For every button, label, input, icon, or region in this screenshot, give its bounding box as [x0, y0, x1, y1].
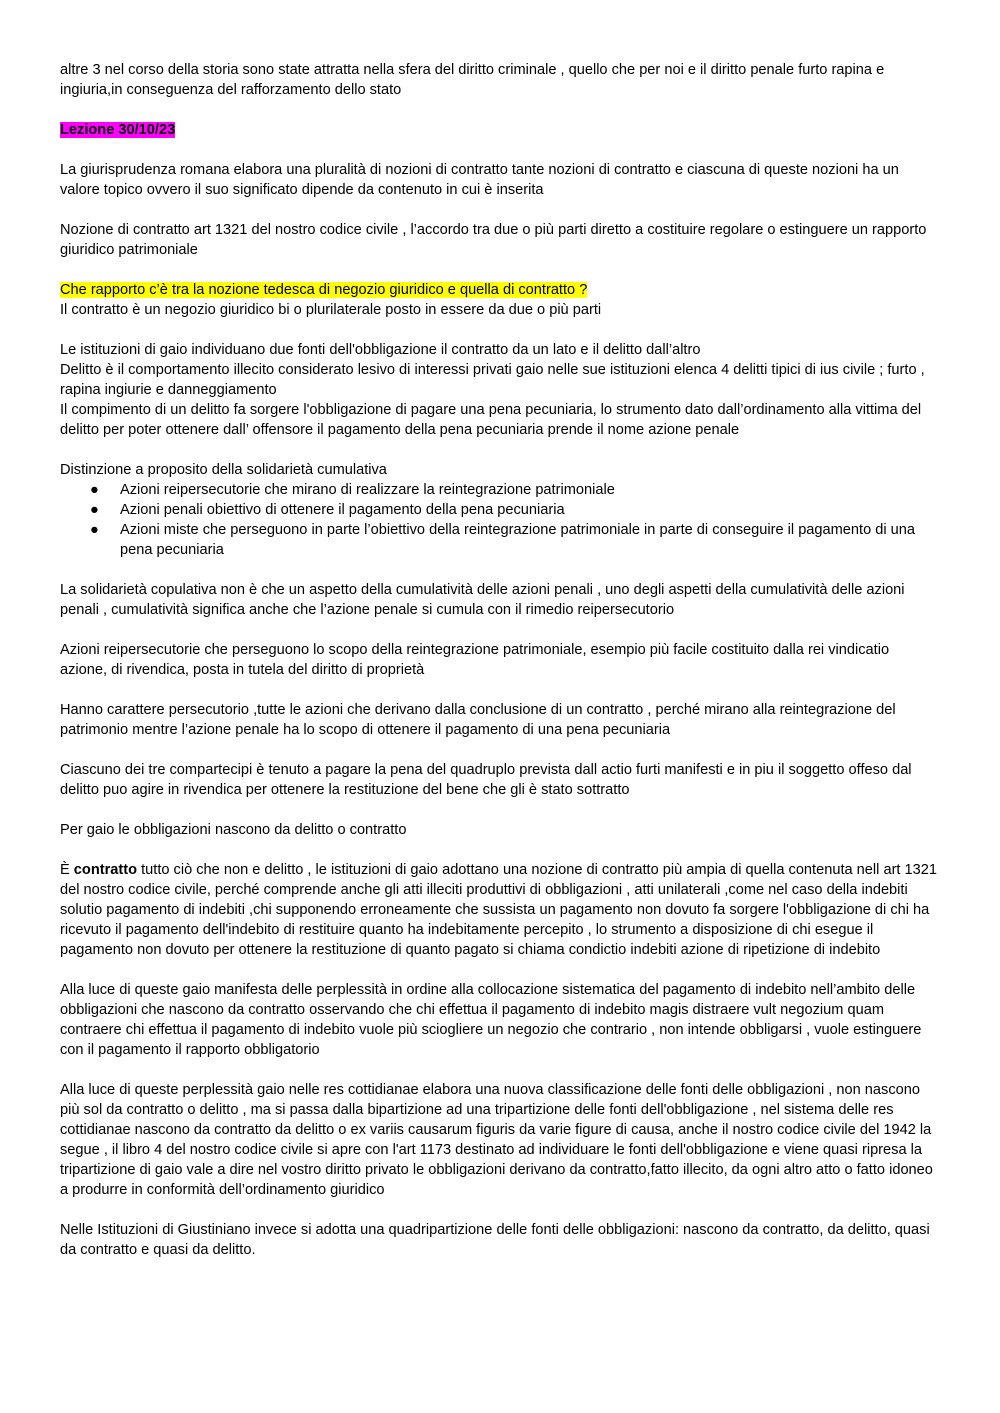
lesson-date-highlight: Lezione 30/10/23 — [60, 122, 176, 138]
lesson-heading — [60, 120, 940, 140]
bullet-list-azioni — [60, 480, 940, 560]
paragraph-giurisprudenza: La giurisprudenza romana elabora una pluralità di nozioni di contratto tante nozioni di contratto e ciascuna di queste nozioni ha un valore topico ovvero il suo significato dipende da contenuto in cui è inserita — [60, 162, 899, 198]
answer-negozio: Il contratto è un negozio giuridico bi o plurilaterale posto in essere da due o più parti — [60, 302, 602, 318]
paragraph-giustiniano: Nelle Istituzioni di Giustiniano invece si adotta una quadripartizione delle fonti delle obbligazioni: nascono da contratto, da delitto, quasi da contratto e quasi da delitto. — [60, 1222, 930, 1258]
paragraph-distinzione: Distinzione a proposito della solidarietà cumulativa — [60, 462, 387, 478]
bullet-icon: ● — [90, 522, 99, 538]
istituzioni-line-fonti: Le istituzioni di gaio individuano due fonti dell'obbligazione il contratto da un lato e il delitto dall’altro — [60, 342, 701, 358]
list-item — [90, 500, 940, 520]
paragraph-contratto — [60, 860, 940, 960]
list-item-text: Azioni reipersecutorie che mirano di realizzare la reintegrazione patrimoniale — [120, 482, 615, 498]
paragraph-alla-luce-perplessita: Alla luce di queste gaio manifesta delle perplessità in ordine alla collocazione sistematica del pagamento di indebito nell’ambito delle obbligazioni che nascono da contratto osservando che chi effettua il pagamento di indebito magis distraere vult negozium quam contraere chi effettua il pagamento di indebito vuole più sciogliere un negozio che contrario , non intende obbligarsi , vuole estinguere con il pagamento il rapporto obbligatorio — [60, 982, 922, 1058]
istituzioni-line-delitto: Delitto è il comportamento illecito considerato lesivo di interessi privati gaio nelle sue istituzioni elenca 4 delitti tipici di ius civile ; furto , rapina ingiurie e danneggiamento — [60, 362, 925, 398]
paragraph-res-cottidianae: Alla luce di queste perplessità gaio nelle res cottidianae elabora una nuova classificazione delle fonti delle obbligazioni , non nascono più sol da contratto o delitto , ma si passa dalla bipartizione ad una tripartizione delle fonti dell'obbligazione , nel sistema delle res cottidianae nascono da contratto da delitto o ex variis causarum figuris da varie figure di causa, anche il nostro codice civile del 1942 la segue , il libro 4 del nostro codice civile si apre con l'art 1173 destinato ad individuare le fonti dell'obbligazione e viene quasi ripresa la tripartizione di gaio vale a dire nel vostro diritto privato le obbligazioni derivano da contratto,fatto illecito, da ogni altro atto o fatto idoneo a produrre in conformità dell’ordinamento giuridico — [60, 1082, 933, 1198]
paragraph-reipersecutorie: Azioni reipersecutorie che perseguono lo scopo della reintegrazione patrimoniale, esempio più facile costituito dalla rei vindicatio azione, di rivendica, posta in tutela del diritto di proprietà — [60, 642, 890, 678]
bullet-icon: ● — [90, 482, 99, 498]
contratto-rest: tutto ciò che non e delitto , le istituzioni di gaio adottano una nozione di contratto più ampia di quella contenuta nell art 1321 del nostro codice civile, perché comprende anche gli atti illeciti produttivi di obbligazioni , atti unilaterali ,come nel caso della indebiti solutio pagamento di indebiti ,chi supponendo erroneamente che sussista un pagamento non dovuto fa sorgere l'obbligazione di chi ha ricevuto il pagamento dell'indebito di restituire quanto ha indebitamente percepito , lo strumento a disposizione di chi esegue il pagamento non dovuto per ottenere la restituzione di quanto pagato si chiama condictio indebiti azione di ripetizione di indebito — [60, 862, 938, 958]
question-block — [60, 280, 940, 320]
contratto-prefix: È — [60, 862, 74, 878]
contratto-bold-term: contratto — [73, 862, 138, 878]
list-item — [90, 520, 940, 560]
paragraph-istituzioni — [60, 340, 940, 440]
question-highlight: Che rapporto c’è tra la nozione tedesca di negozio giuridico e quella di contratto ? — [60, 282, 588, 298]
paragraph-per-gaio: Per gaio le obbligazioni nascono da delitto o contratto — [60, 822, 407, 838]
paragraph-intro: altre 3 nel corso della storia sono state attratta nella sfera del diritto criminale , quello che per noi e il diritto penale furto rapina e ingiuria,in conseguenza del rafforzamento dello stato — [60, 62, 885, 98]
paragraph-compartecipi: Ciascuno dei tre compartecipi è tenuto a pagare la pena del quadruplo prevista dall actio furti manifesti e in piu il soggetto offeso dal delitto puo agire in rivendica per ottenere la restituzione del bene che gli è stato sottratto — [60, 762, 912, 798]
paragraph-carattere-persecutorio: Hanno carattere persecutorio ,tutte le azioni che derivano dalla conclusione di un contratto , perché mirano alla reintegrazione del patrimonio mentre l’azione penale ha lo scopo di ottenere il pagamento di una pena pecuniaria — [60, 702, 896, 738]
istituzioni-line-pena: Il compimento di un delitto fa sorgere l'obbligazione di pagare una pena pecuniaria, lo strumento dato dall’ordinamento alla vittima del delitto per poter ottenere dall’ offensore il pagamento della pena pecuniaria prende il nome azione penale — [60, 402, 922, 438]
list-item — [90, 480, 940, 500]
list-item-text: Azioni miste che perseguono in parte l’obiettivo della reintegrazione patrimoniale in parte di conseguire il pagamento di una pena pecuniaria — [120, 522, 916, 558]
list-item-text: Azioni penali obiettivo di ottenere il pagamento della pena pecuniaria — [120, 502, 565, 518]
bullet-icon: ● — [90, 502, 99, 518]
paragraph-solidarieta: La solidarietà copulativa non è che un aspetto della cumulatività delle azioni penali , uno degli aspetti della cumulatività delle azioni penali , cumulatività significa anche che l’azione penale si cumula con il rimedio reipersecutorio — [60, 582, 905, 618]
paragraph-nozione-contratto: Nozione di contratto art 1321 del nostro codice civile , l’accordo tra due o più parti diretto a costituire regolare o estinguere un rapporto giuridico patrimoniale — [60, 222, 927, 258]
